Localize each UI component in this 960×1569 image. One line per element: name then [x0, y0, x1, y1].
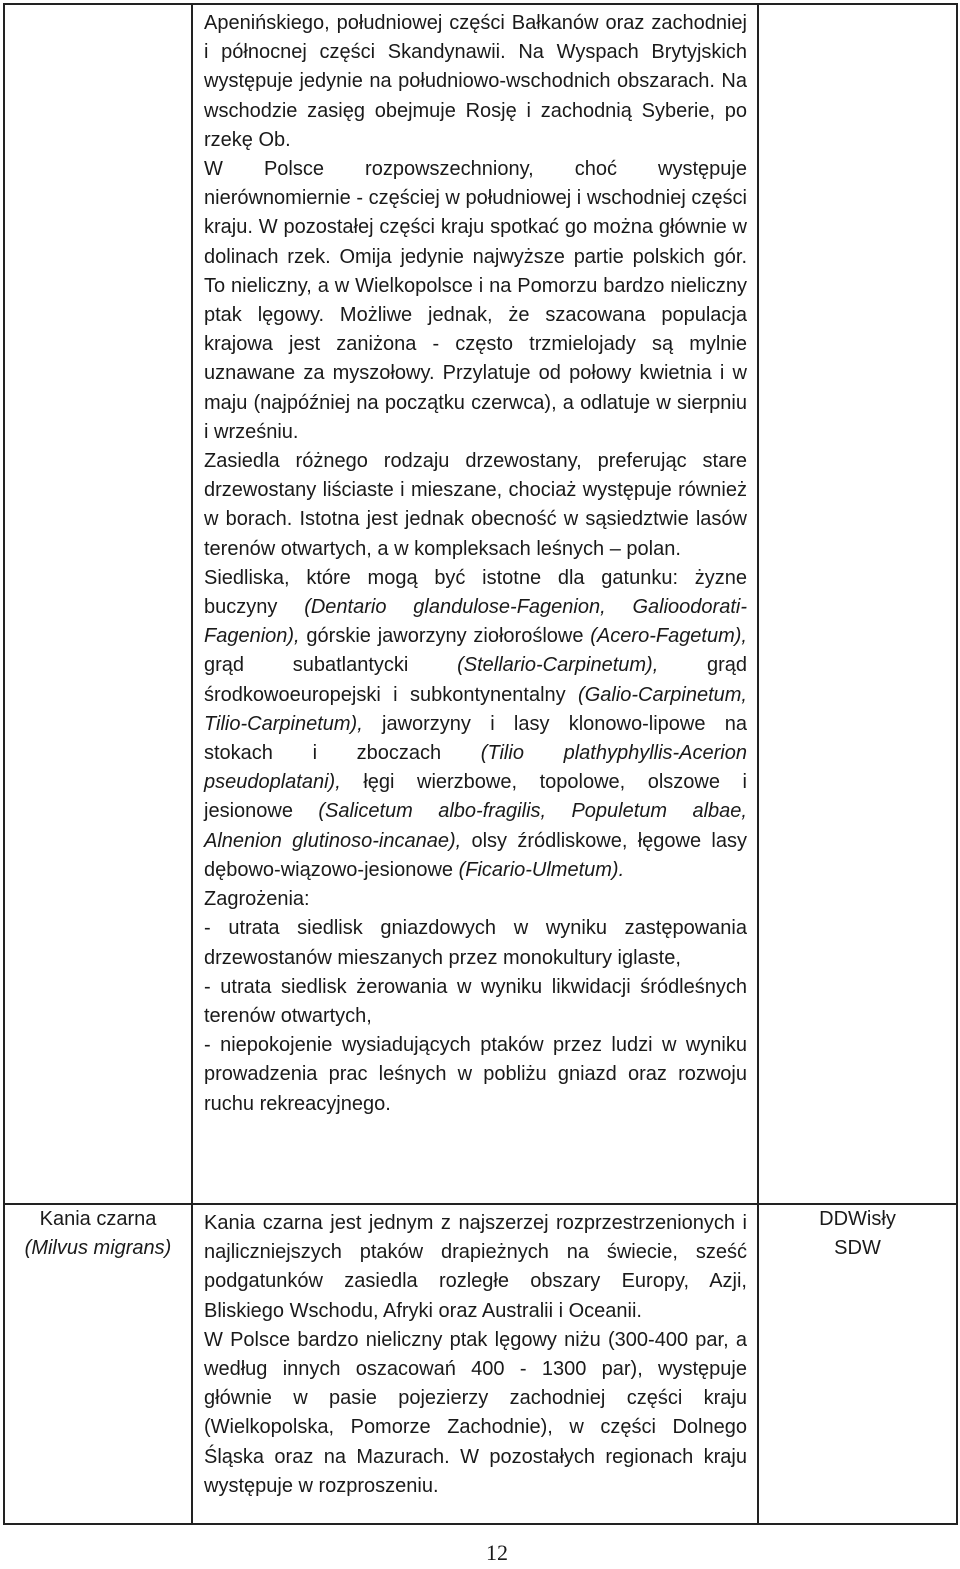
paragraph	[204, 914, 747, 972]
table-row	[4, 4, 957, 1204]
text-segment: grąd środkowoeuropejski i subkontynentalny	[204, 654, 747, 706]
text-segment: Zasiedla różnego rodzaju drzewostany, preferując stare drzewostany liściaste i mieszane, chociaż występuje również w borach. Istotna jest jednak obecność w sąsiedztwie lasów terenów otwartych, a w kompleksach leśnych – polan.	[204, 450, 747, 560]
text-segment: Zagrożenia:	[204, 888, 310, 911]
text-segment: łęgi wierzbowe, topolowe, olszowe i jesionowe	[204, 771, 747, 823]
description-cell	[192, 4, 758, 1204]
text-segment: jaworzyny i lasy klonowo-lipowe na stokach i zboczach	[204, 712, 747, 765]
area-cell	[758, 4, 957, 1204]
description-text	[193, 1205, 757, 1507]
page-number: 12	[486, 1540, 508, 1565]
species-cell	[4, 4, 192, 1204]
latin-text: (Ficario-Ulmetum).	[458, 858, 625, 881]
text-segment: - niepokojenie wysiadujących ptaków przez ludzi w wyniku prowadzenia prac leśnych w pobliżu gniazd oraz rozwoju ruchu rekreacyjnego.	[204, 1034, 747, 1115]
latin-text: (Acero-Fagetum),	[590, 625, 747, 648]
latin-text: (Dentario glandulose-Fagenion, Galioodorati-Fagenion),	[204, 596, 747, 648]
latin-text: (Galio-Carpinetum, Tilio-Carpinetum),	[204, 683, 747, 735]
latin-text: (Tilio plathyphyllis-Acerion pseudoplatani),	[204, 742, 747, 794]
paragraph	[204, 1031, 747, 1119]
latin-text: (Stellario-Carpinetum),	[457, 654, 659, 677]
paragraph	[204, 155, 747, 447]
area-cell	[758, 1204, 957, 1524]
species-cell	[4, 1204, 192, 1524]
paragraph	[204, 973, 747, 1031]
species-name: Kania czarna	[39, 1208, 157, 1230]
text-segment: Siedliska, które mogą być istotne dla gatunku: żyzne buczyny	[204, 566, 747, 619]
paragraph	[204, 9, 747, 155]
text-segment: W Polsce rozpowszechniony, choć występuje nierównomiernie - częściej w południowej i wschodniej części kraju. W pozostałej części kraju spotkać go można głównie w dolinach rzek. Omija jedynie najwyższe partie polskich gór. To nieliczny, a w Wielkopolsce i na Pomorzu bardzo nieliczny ptak lęgowy. Możliwe jednak, że szacowana populacja krajowa jest zaniżona - często trzmielojady są mylnie uznawane za myszołowy. Przylatuje od połowy kwietnia i w maju (najpóźniej na początku czerwca), a odlatuje w sierpniu i wrześniu.	[204, 158, 747, 443]
species-latin-name: (Milvus migrans)	[24, 1237, 172, 1260]
paragraph	[204, 885, 747, 914]
paragraph	[204, 1326, 747, 1501]
text-segment: - utrata siedlisk żerowania w wyniku likwidacji śródleśnych terenów otwartych,	[204, 975, 747, 1027]
text-segment: górskie jaworzyny ziołoroślowe	[299, 625, 591, 648]
paragraph	[204, 1209, 747, 1326]
text-segment: Kania czarna jest jednym z najszerzej rozprzestrzenionych i najliczniejszych ptaków drapieżnych na świecie, sześć podgatunków zasiedla rozległe obszary Europy, Azji, Bliskiego Wschodu, Afryki oraz Australii i Oceanii.	[204, 1212, 747, 1322]
paragraph	[204, 564, 747, 885]
text-segment: W Polsce bardzo nieliczny ptak lęgowy niżu (300-400 par, a według innych oszacowań 400 - 1300 par), występuje głównie w pasie pojezierzy zachodniej części kraju (Wielkopolska, Pomorze Zachodnie), w części Dolnego Śląska oraz na Mazurach. W pozostałych regionach kraju występuje w rozproszeniu.	[204, 1328, 747, 1497]
species-table	[3, 3, 958, 1525]
text-segment: - utrata siedlisk gniazdowych w wyniku zastępowania drzewostanów mieszanych przez monokultury iglaste,	[204, 917, 747, 969]
description-cell	[192, 1204, 758, 1524]
paragraph	[204, 447, 747, 564]
text-segment: Apenińskiego, południowej części Bałkanów oraz zachodniej i północnej części Skandynawii. Na Wyspach Brytyjskich występuje jedynie na południowo-wschodnich obszarach. Na wschodzie zasięg obejmuje Rosję i zachodnią Syberie, po rzekę Ob.	[204, 12, 747, 151]
area-code: SDW	[834, 1237, 881, 1260]
text-segment: grąd subatlantycki	[204, 654, 458, 677]
description-text	[193, 5, 757, 1125]
latin-text: (Salicetum albo-fragilis, Populetum albae, Alnenion glutinoso-incanae),	[204, 800, 747, 852]
table-row	[4, 1204, 957, 1524]
area-code: DDWisły	[819, 1208, 896, 1230]
text-segment: olsy źródliskowe, łęgowe lasy dębowo-wiązowo-jesionowe	[204, 829, 747, 881]
